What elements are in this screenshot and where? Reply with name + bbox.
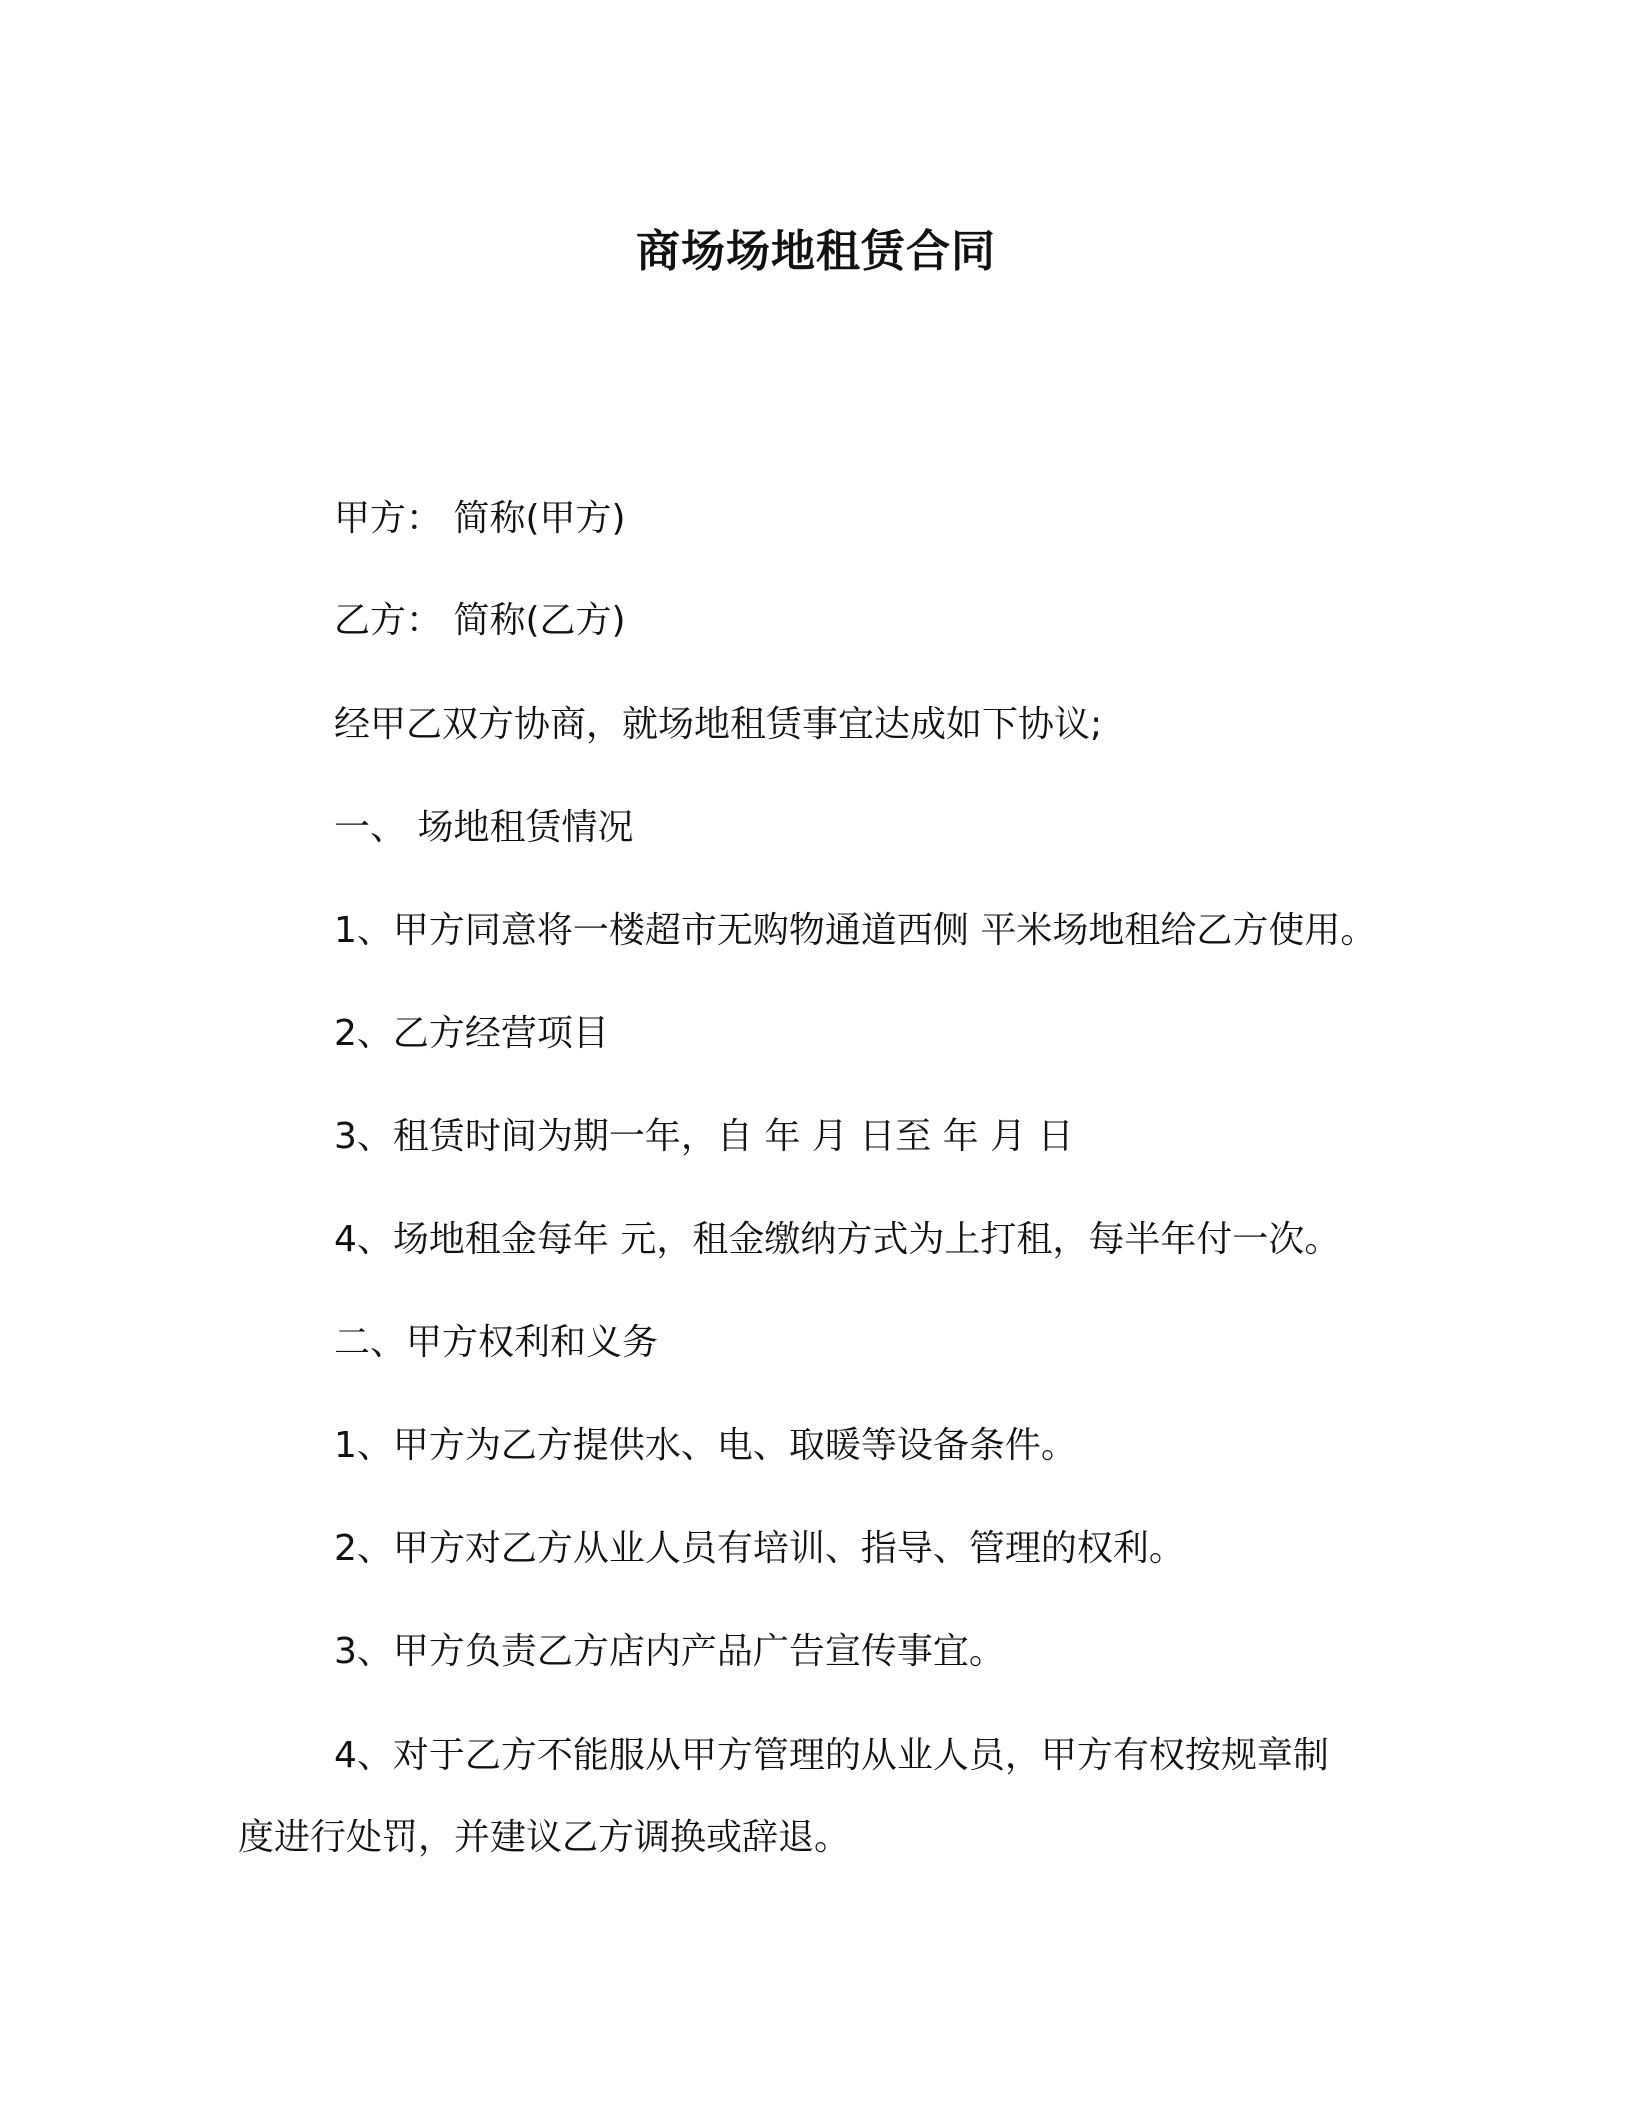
section-1-heading: 一、 场地租赁情况 (334, 807, 634, 848)
section-2-item-4-continuation: 度进行处罚，并建议乙方调换或辞退。 (238, 1817, 851, 1858)
section-1-item-3: 3、租赁时间为期一年，自 年 月 日至 年 月 日 (334, 1116, 1074, 1157)
section-2-heading: 二、甲方权利和义务 (334, 1322, 659, 1363)
party-a-line: 甲方： 简称(甲方) (334, 498, 626, 539)
section-2-item-4: 4、对于乙方不能服从甲方管理的从业人员，甲方有权按规章制 (334, 1735, 1329, 1776)
section-2-item-2: 2、甲方对乙方从业人员有培训、指导、管理的权利。 (334, 1528, 1185, 1569)
section-2-item-3: 3、甲方负责乙方店内产品广告宣传事宜。 (334, 1631, 1005, 1672)
section-1-item-1: 1、甲方同意将一楼超市无购物通道西侧 平米场地租给乙方使用。 (334, 910, 1377, 951)
party-b-line: 乙方： 简称(乙方) (334, 600, 626, 641)
section-1-item-4: 4、场地租金每年 元，租金缴纳方式为上打租，每半年付一次。 (334, 1219, 1341, 1260)
intro-paragraph: 经甲乙双方协商，就场地租赁事宜达成如下协议; (334, 704, 1103, 745)
document-title: 商场场地租赁合同 (636, 226, 996, 277)
section-2-item-1: 1、甲方为乙方提供水、电、取暖等设备条件。 (334, 1425, 1077, 1466)
section-1-item-2: 2、乙方经营项目 (334, 1013, 609, 1054)
